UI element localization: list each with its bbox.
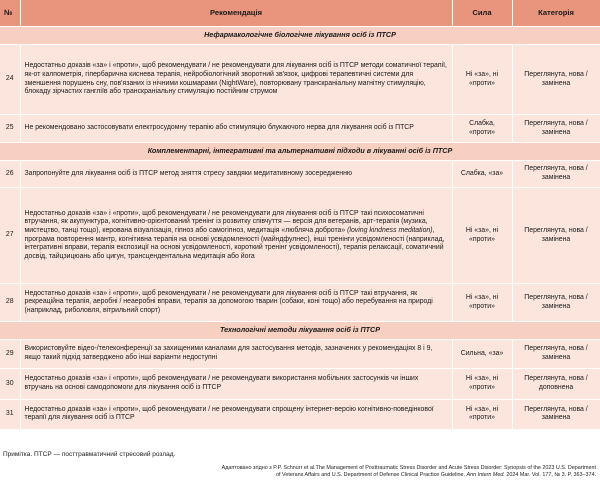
row-strength: Ні «за», ні «проти»: [452, 45, 512, 115]
row-num: 24: [0, 45, 20, 115]
table-row: [0, 188, 600, 284]
row-recommendation: [20, 188, 452, 284]
rec-text-part: , програма повторення мантр, когнітивна терапія на основі усвідомленості (майндфулнес), інші тренінги усвідомленості (наприклад, інтегративні вправи, терапія експозиції на основі усвідомленості, короткий тренінг усвідомленості), терапія релаксації, соматичний досвід, тайцзицюань або цигун, трансцендентальна медитація або йога: [24, 226, 445, 260]
header-num: №: [0, 0, 20, 27]
footnote: Примітка. ПТСР — посттравматичний стресовий розлад.: [3, 451, 176, 458]
row-recommendation: Не рекомендовано застосовувати електросудомну терапію або стимуляцію блукаючого нерва для лікування осіб із ПТСР: [20, 115, 452, 143]
row-recommendation: Недостатньо доказів «за» і «проти», щоб рекомендувати / не рекомендувати для лікування осіб із ПТСР методи соматичної терапії, як-от калпометрія, гіпербарична киснева терапія, нейробіологічний зворотний зв'язок, цифрові терапевтичні системи для зменшення порушень сну, пов'язаних із нічними кошмарами (NightWare), повторювану транскраніальну магнітну стимуляцію, блокаду зірчастих гангліїв або транскраніальну стимуляцію постійним струмом: [20, 45, 452, 115]
row-recommendation: Недостатньо доказів «за» і «проти», щоб рекомендувати / не рекомендувати спрощену інтернет-версію когнітивно-поведінкової терапії для лікування осіб із ПТСР: [20, 400, 452, 429]
source-line-2: [160, 472, 596, 479]
row-category: Переглянута, нова / замінена: [512, 115, 600, 143]
header-recommendation: Рекомендація: [20, 0, 452, 27]
table-header: [0, 0, 600, 27]
row-strength: Сильна, «за»: [452, 340, 512, 369]
row-recommendation: Запропонуйте для лікування осіб із ПТСР метод зняття стресу завдяки медитативному зосередженню: [20, 161, 452, 188]
source-line-1: Адаптовано згідно з P.P. Schnurr et al.The Management of Posttraumatic Stress Disorder and Acute Stress Disorder: Synopsis of the 2023 U.S. Department: [221, 465, 596, 471]
section-title: Нефармакологічне біологічне лікування осіб із ПТСР: [0, 27, 600, 45]
row-category: Переглянута, нова / замінена: [512, 45, 600, 115]
source-text: of Veterans Affairs and U.S. Department of Defense Clinical Practice Guideline.: [276, 471, 467, 478]
section-technology: [0, 322, 600, 340]
row-category: Переглянута, нова / замінена: [512, 161, 600, 188]
source-text: 2024 Mar. Vol. 177, № 3. P. 363–374.: [504, 471, 596, 478]
header-strength: Сила: [452, 0, 512, 27]
source-citation: [160, 465, 596, 479]
row-strength: Слабка, «за»: [452, 161, 512, 188]
table-row: [0, 369, 600, 400]
row-num: 25: [0, 115, 20, 143]
table-row: [0, 284, 600, 322]
section-complementary: [0, 143, 600, 161]
header-category: Категорія: [512, 0, 600, 27]
section-title: Комплементарні, інтегративні та альтернативні підходи в лікуванні осіб із ПТСР: [0, 143, 600, 161]
table-row: [0, 115, 600, 143]
section-nonpharm: [0, 27, 600, 45]
row-num: 31: [0, 400, 20, 429]
row-category: Переглянута, нова / замінена: [512, 400, 600, 429]
rec-text-italic: (loving kindness meditation): [347, 226, 433, 234]
row-category: Переглянута, нова / замінена: [512, 340, 600, 369]
row-recommendation: Недостатньо доказів «за» і «проти», щоб рекомендувати / не рекомендувати використання мобільних застосунків чи інших втручань на основі самодопомоги для лікування осіб із ПТСР: [20, 369, 452, 400]
section-title: Технологічні методи лікування осіб із ПТСР: [0, 322, 600, 340]
row-recommendation: Використовуйте відео-/телеконференції за захищеними каналами для застосування методів, зазначених у рекомендаціях 8 і 9, якщо такий підхід затверджено або інші варіанти недоступні: [20, 340, 452, 369]
row-strength: Ні «за», ні «проти»: [452, 369, 512, 400]
table-row: [0, 45, 600, 115]
row-num: 27: [0, 188, 20, 284]
rec-text-part: Недостатньо доказів «за» і «проти», щоб рекомендувати / не рекомендувати для лікування осіб із ПТСР такі психосоматичні втручання, як акупунктура, когнітивно-орієнтований тренінг із розвитку співчуття — версія для ветеранів, арт-терапія (музика, мистецтво, танці тощо), керована візуалізація, гіпноз або самогіпноз, медитація «любляча доброта»: [24, 209, 428, 234]
row-strength: Ні «за», ні «проти»: [452, 400, 512, 429]
journal-name: Ann Intern Med.: [466, 471, 505, 478]
table-row: [0, 340, 600, 369]
row-num: 29: [0, 340, 20, 369]
row-recommendation: Недостатньо доказів «за» і «проти», щоб рекомендувати / не рекомендувати для лікування осіб із ПТСР такі втручання, як рекреаційна терапія, аеробні / неаеробні вправи, терапія за допомогою тварин (собаки, коні тощо) або перебування на природі (наприклад, риболовля, вітрильний спорт): [20, 284, 452, 322]
row-strength: Ні «за», ні «проти»: [452, 284, 512, 322]
row-category: Переглянута, нова / замінена: [512, 188, 600, 284]
row-strength: Слабка, «проти»: [452, 115, 512, 143]
table-row: [0, 161, 600, 188]
row-category: Переглянута, нова / доповнена: [512, 369, 600, 400]
row-strength: Ні «за», ні «проти»: [452, 188, 512, 284]
row-num: 26: [0, 161, 20, 188]
row-num: 28: [0, 284, 20, 322]
table-row: [0, 400, 600, 429]
row-category: Переглянута, нова / замінена: [512, 284, 600, 322]
row-num: 30: [0, 369, 20, 400]
